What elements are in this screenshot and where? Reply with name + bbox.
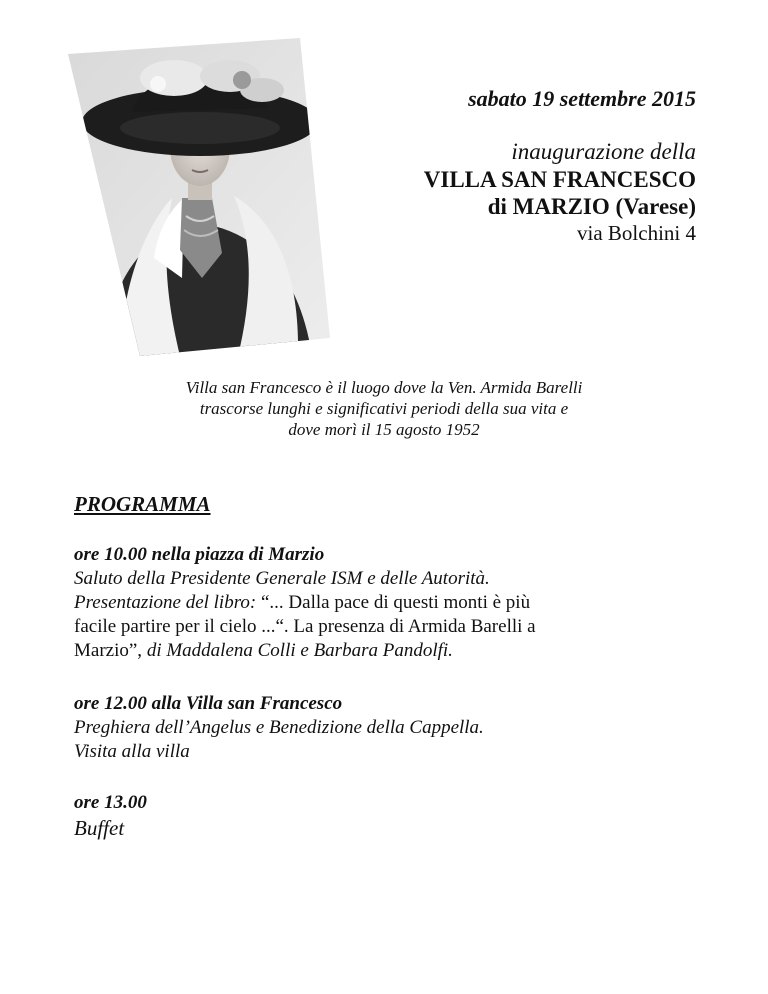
section-line: Preghiera dell’Angelus e Benedizione della Cappella. xyxy=(74,717,484,738)
section-line xyxy=(74,639,714,663)
section-line: facile partire per il cielo ...“. La presenza di Armida Barelli a xyxy=(74,616,536,637)
section-time-place: ore 13.00 xyxy=(74,792,147,813)
section-line: Visita alla villa xyxy=(74,741,190,762)
portrait-photo xyxy=(62,38,332,356)
event-date: sabato 19 settembre 2015 xyxy=(468,86,696,111)
section-line: Saluto della Presidente Generale ISM e delle Autorità. xyxy=(74,568,490,589)
photo-caption xyxy=(0,377,768,440)
book-authors: di Maddalena Colli e Barbara Pandolfi. xyxy=(142,640,453,661)
caption-line: Villa san Francesco è il luogo dove la Ven. Armida Barelli xyxy=(185,378,583,397)
program-section-noon xyxy=(74,692,714,764)
caption-line: trascorse lunghi e significativi periodi della sua vita e xyxy=(199,399,569,418)
program-section-morning xyxy=(74,543,714,663)
inauguration-line: inaugurazione della xyxy=(511,139,696,164)
venue-location: di MARZIO (Varese) xyxy=(487,194,696,219)
section-line xyxy=(74,591,714,615)
venue-address: via Bolchini 4 xyxy=(577,221,696,245)
book-presentation-label: Presentazione del libro: xyxy=(74,592,257,613)
program-section-buffet xyxy=(74,791,714,841)
event-header xyxy=(316,84,696,247)
book-title-end: Marzio”, xyxy=(74,640,143,661)
caption-line: dove morì il 15 agosto 1952 xyxy=(288,420,480,439)
section-line: Buffet xyxy=(74,816,125,840)
venue-name: VILLA SAN FRANCESCO xyxy=(423,167,696,192)
section-time-place: ore 10.00 nella piazza di Marzio xyxy=(74,544,325,565)
program-title: PROGRAMMA xyxy=(74,492,211,516)
section-time-place: ore 12.00 alla Villa san Francesco xyxy=(74,693,343,714)
book-title-part: “... Dalla pace di questi monti è più xyxy=(256,592,531,613)
